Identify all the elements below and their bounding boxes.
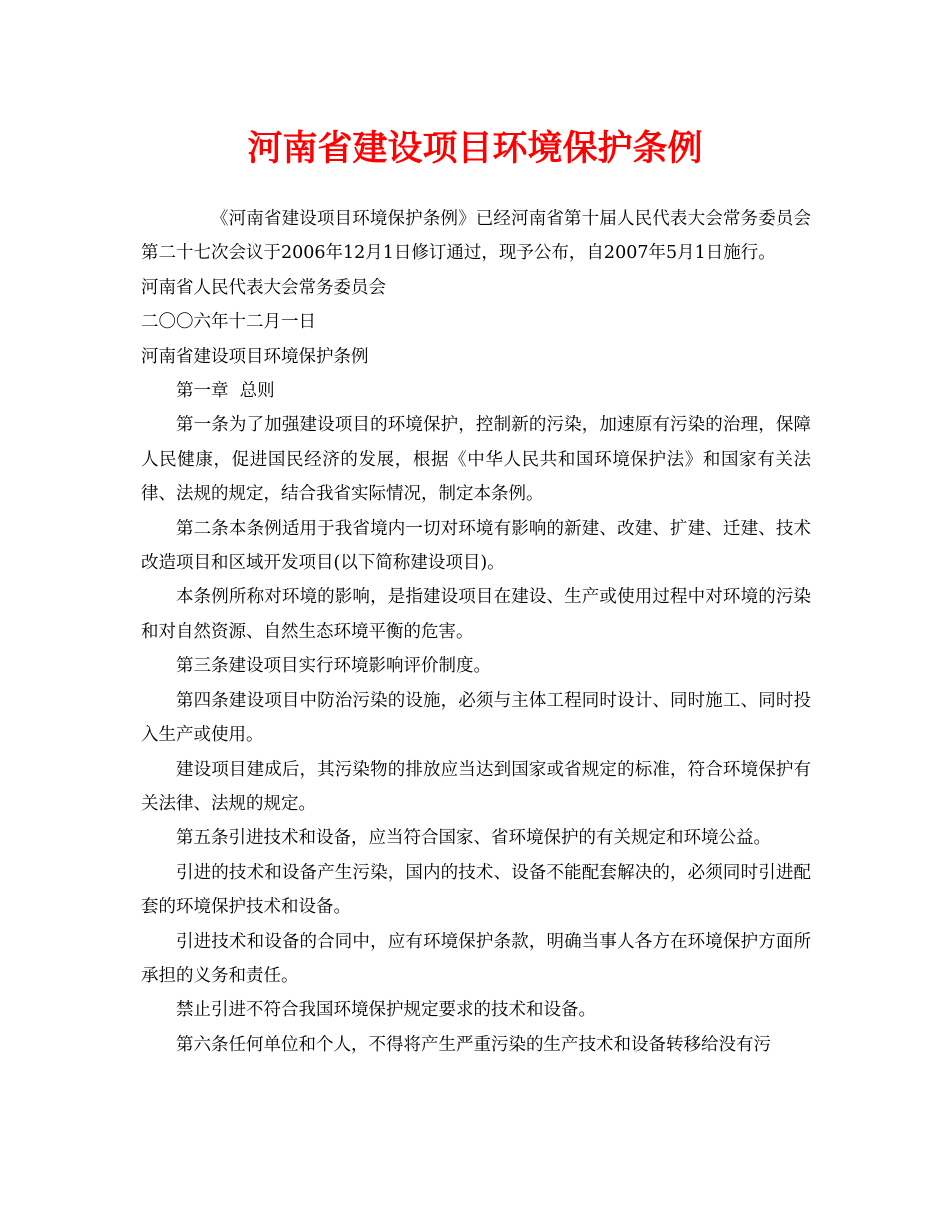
document-title: 河南省建设项目环境保护条例 [247, 128, 703, 169]
article-paragraph: 第三条建设项目实行环境影响评价制度。 [176, 656, 491, 677]
article-paragraph: 第四条建设项目中防治污染的设施，必须与主体工程同时设计、同时施工、同时投入生产或使用。 [141, 690, 811, 746]
document-body [141, 202, 811, 1062]
article-paragraph: 引进技术和设备的合同中，应有环境保护条款，明确当事人各方在环境保护方面所承担的义务和责任。 [141, 931, 811, 986]
article-paragraph: 第二条本条例适用于我省境内一切对环境有影响的新建、改建、扩建、迁建、技术改造项目和区域开发项目(以下简称建设项目)。 [141, 518, 811, 574]
article-paragraph: 本条例所称对环境的影响，是指建设项目在建设、生产或使用过程中对环境的污染和对自然资源、自然生态环境平衡的危害。 [141, 587, 811, 642]
article-paragraph: 第一条为了加强建设项目的环境保护，控制新的污染，加速原有污染的治理，保障人民健康，促进国民经济的发展，根据《中华人民共和国环境保护法》和国家有关法律、法规的规定，结合我省实际情况，制定本条例。 [141, 415, 811, 505]
article-paragraph: 第六条任何单位和个人，不得将产生严重污染的生产技术和设备转移给没有污 [176, 1034, 771, 1055]
article-paragraph: 第五条引进技术和设备，应当符合国家、省环境保护的有关规定和环境公益。 [176, 828, 771, 849]
issue-date: 二〇〇六年十二月一日 [141, 312, 316, 333]
article-paragraph: 禁止引进不符合我国环境保护规定要求的技术和设备。 [176, 1000, 596, 1021]
article-paragraph: 引进的技术和设备产生污染，国内的技术、设备不能配套解决的，必须同时引进配套的环境保护技术和设备。 [141, 862, 811, 918]
promulgation-paragraph: 《河南省建设项目环境保护条例》已经河南省第十届人民代表大会常务委员会第二十七次会议于2006年12月1日修订通过，现予公布，自2007年5月1日施行。 [141, 209, 811, 264]
article-paragraph: 建设项目建成后，其污染物的排放应当达到国家或省规定的标准，符合环境保护有关法律、法规的规定。 [141, 759, 811, 814]
issuing-authority: 河南省人民代表大会常务委员会 [141, 277, 386, 298]
chapter-heading: 第一章 总则 [176, 381, 275, 402]
regulation-name: 河南省建设项目环境保护条例 [141, 346, 369, 367]
